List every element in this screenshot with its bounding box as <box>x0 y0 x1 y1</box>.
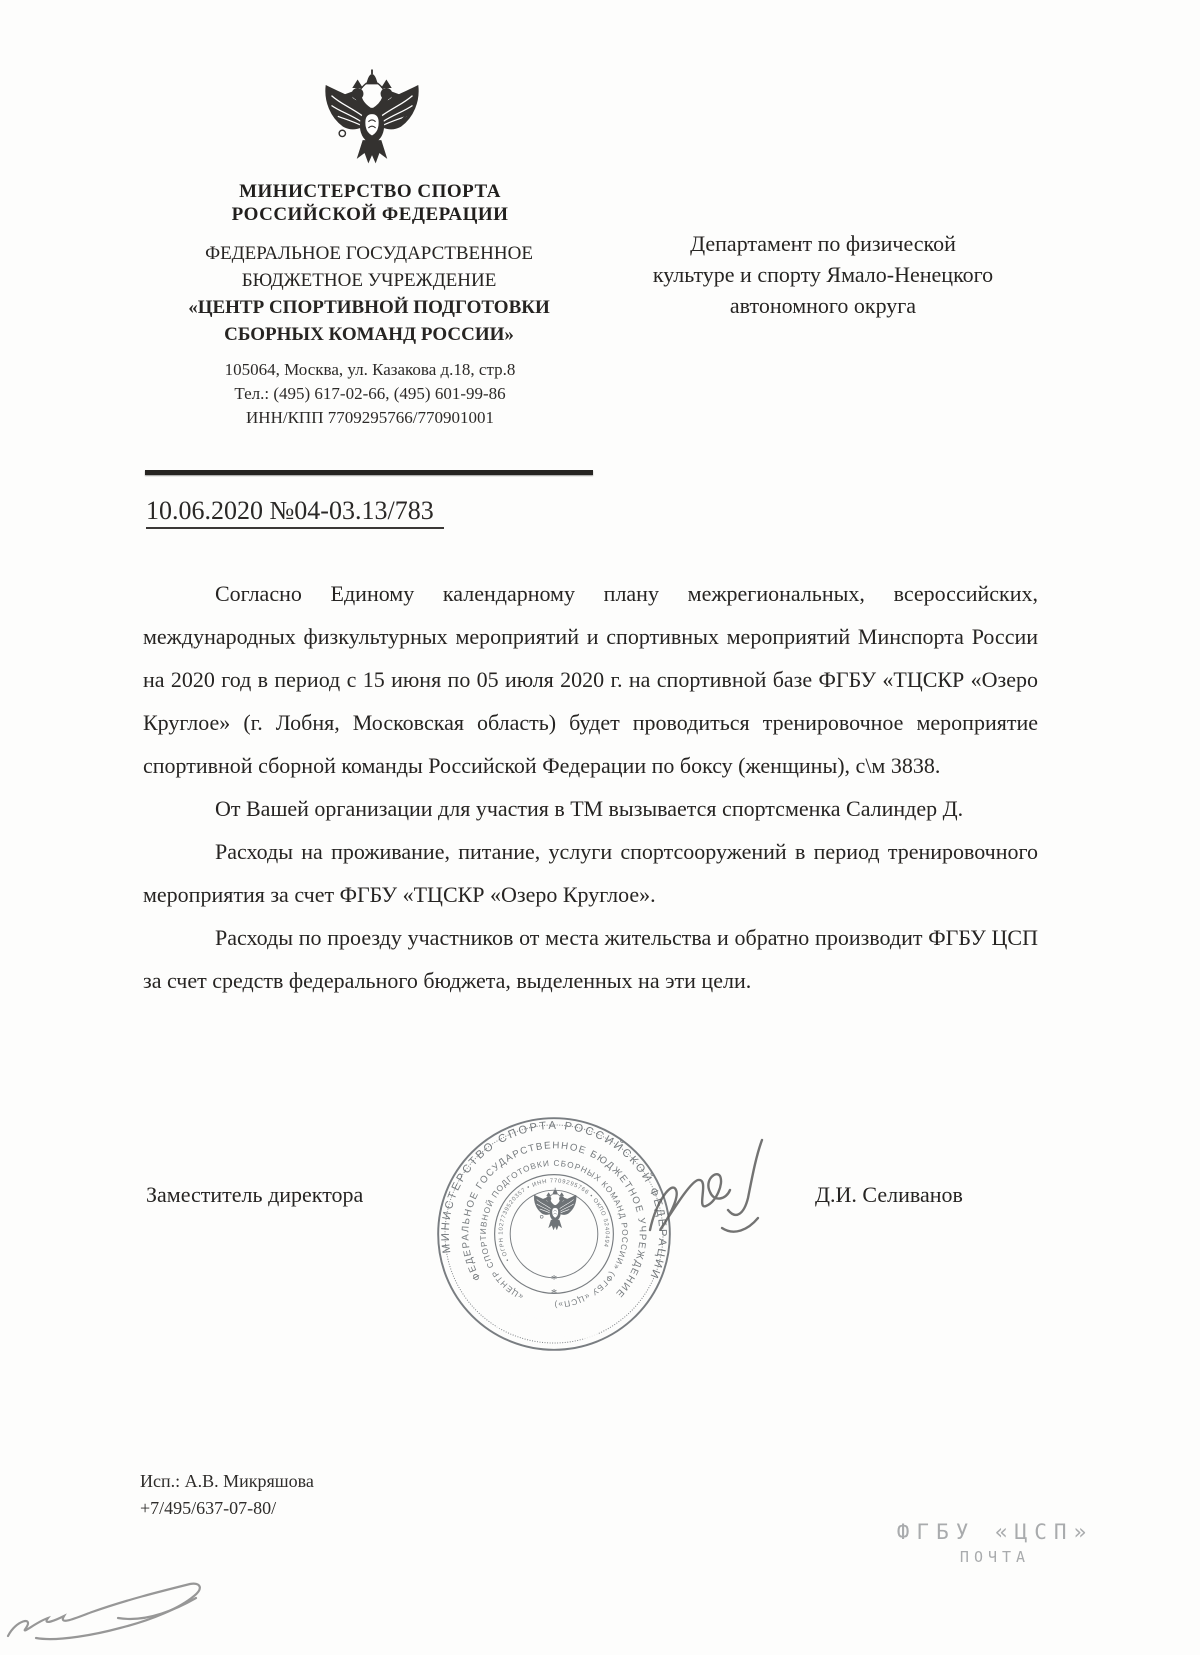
executor-name: Исп.: А.В. Микряшова <box>140 1471 314 1491</box>
seal-ring3-text: «ЦЕНТР СПОРТИВНОЙ ПОДГОТОВКИ СБОРНЫХ КОМАНД РОССИИ» (ФГБУ «ЦСП») <box>478 1158 630 1310</box>
address-line1: 105064, Москва, ул. Казакова д.18, стр.8 <box>224 360 516 379</box>
seal-star-2: * <box>550 1286 558 1301</box>
seal-ring2-text: ФЕДЕРАЛЬНОЕ ГОСУДАРСТВЕННОЕ БЮДЖЕТНОЕ УЧРЕЖДЕНИЕ <box>460 1140 648 1300</box>
paragraph-2: От Вашей организации для участия в ТМ вызывается спортсменка Салиндер Д. <box>215 796 964 821</box>
post-stamp-label: ПОЧТА <box>959 1548 1031 1566</box>
signer-name: Д.И. Селиванов <box>815 1182 963 1207</box>
seal-eagle-icon <box>534 1188 576 1230</box>
executor-phone: +7/495/637-07-80/ <box>140 1498 277 1518</box>
recipient-line1: Департамент по физической <box>690 231 956 256</box>
reference-line <box>146 496 444 526</box>
coat-of-arms-icon <box>318 60 426 178</box>
recipient-block <box>608 228 1038 321</box>
recipient-line2: культуре и спорту Ямало-Ненецкого <box>652 262 994 287</box>
paragraph-4: Расходы по проезду участников от места жительства и обратно производит ФГБУ ЦСП за счет средств федерального бюджета, выделенных на эти цели. <box>143 925 1038 993</box>
ministry-line1: МИНИСТЕРСТВО СПОРТА <box>239 181 501 202</box>
paragraph-1: Согласно Единому календарному плану межрегиональных, всероссийских, международных физкультурных мероприятий и спортивных мероприятий Минспорта России на 2020 год в период с 15 июня по 05 июля 2020 г. на спортивной базе ФГБУ «ТЦСКР «Озеро Круглое» (г. Лобня, Московская область) будет проводиться тренировочное мероприятие спортивной сборной команды Российской Федерации по боксу (женщины), с\м 3838. <box>143 581 1038 778</box>
org-line4: СБОРНЫХ КОМАНД РОССИИ» <box>224 324 514 345</box>
seal-ring1-text: МИНИСТЕРСТВО СПОРТА РОССИЙСКОЙ ФЕДЕРАЦИИ <box>439 1119 669 1282</box>
signature-scrawl-icon <box>0 1572 230 1655</box>
seal-star-1: * <box>550 1272 558 1287</box>
ministry-line2: РОССИЙСКОЙ ФЕДЕРАЦИИ <box>231 204 509 225</box>
sender-address <box>145 358 595 430</box>
address-line3: ИНН/КПП 7709295766/770901001 <box>246 408 494 427</box>
letterhead-divider <box>145 470 593 475</box>
address-line2: Тел.: (495) 617-02-66, (495) 601-99-86 <box>234 384 506 403</box>
post-stamp <box>880 1520 1110 1566</box>
handwritten-signature-icon <box>632 1118 782 1268</box>
ministry-name <box>145 180 595 226</box>
org-line3: «ЦЕНТР СПОРТИВНОЙ ПОДГОТОВКИ <box>188 297 550 318</box>
executor-block <box>140 1468 314 1522</box>
institution-name <box>138 240 600 348</box>
org-line2: БЮДЖЕТНОЕ УЧРЕЖДЕНИЕ <box>241 270 497 291</box>
seal-ring4-text: • ОГРН 1027739520357 • ИНН 7709295766 • ОКПО 5240494 <box>498 1178 610 1263</box>
recipient-line3: автономного округа <box>729 293 917 318</box>
post-stamp-org: ФГБУ «ЦСП» <box>896 1520 1094 1544</box>
reference-number: 10.06.2020 №04-03.13/783 <box>146 496 444 529</box>
signer-title: Заместитель директора <box>146 1182 364 1207</box>
letter-body <box>143 572 1038 1002</box>
org-line1: ФЕДЕРАЛЬНОЕ ГОСУДАРСТВЕННОЕ <box>205 243 533 264</box>
seal-white-band <box>497 1314 599 1341</box>
paragraph-3: Расходы на проживание, питание, услуги спортсооружений в период тренировочного мероприятия за счет ФГБУ «ТЦСКР «Озеро Круглое». <box>143 839 1038 907</box>
